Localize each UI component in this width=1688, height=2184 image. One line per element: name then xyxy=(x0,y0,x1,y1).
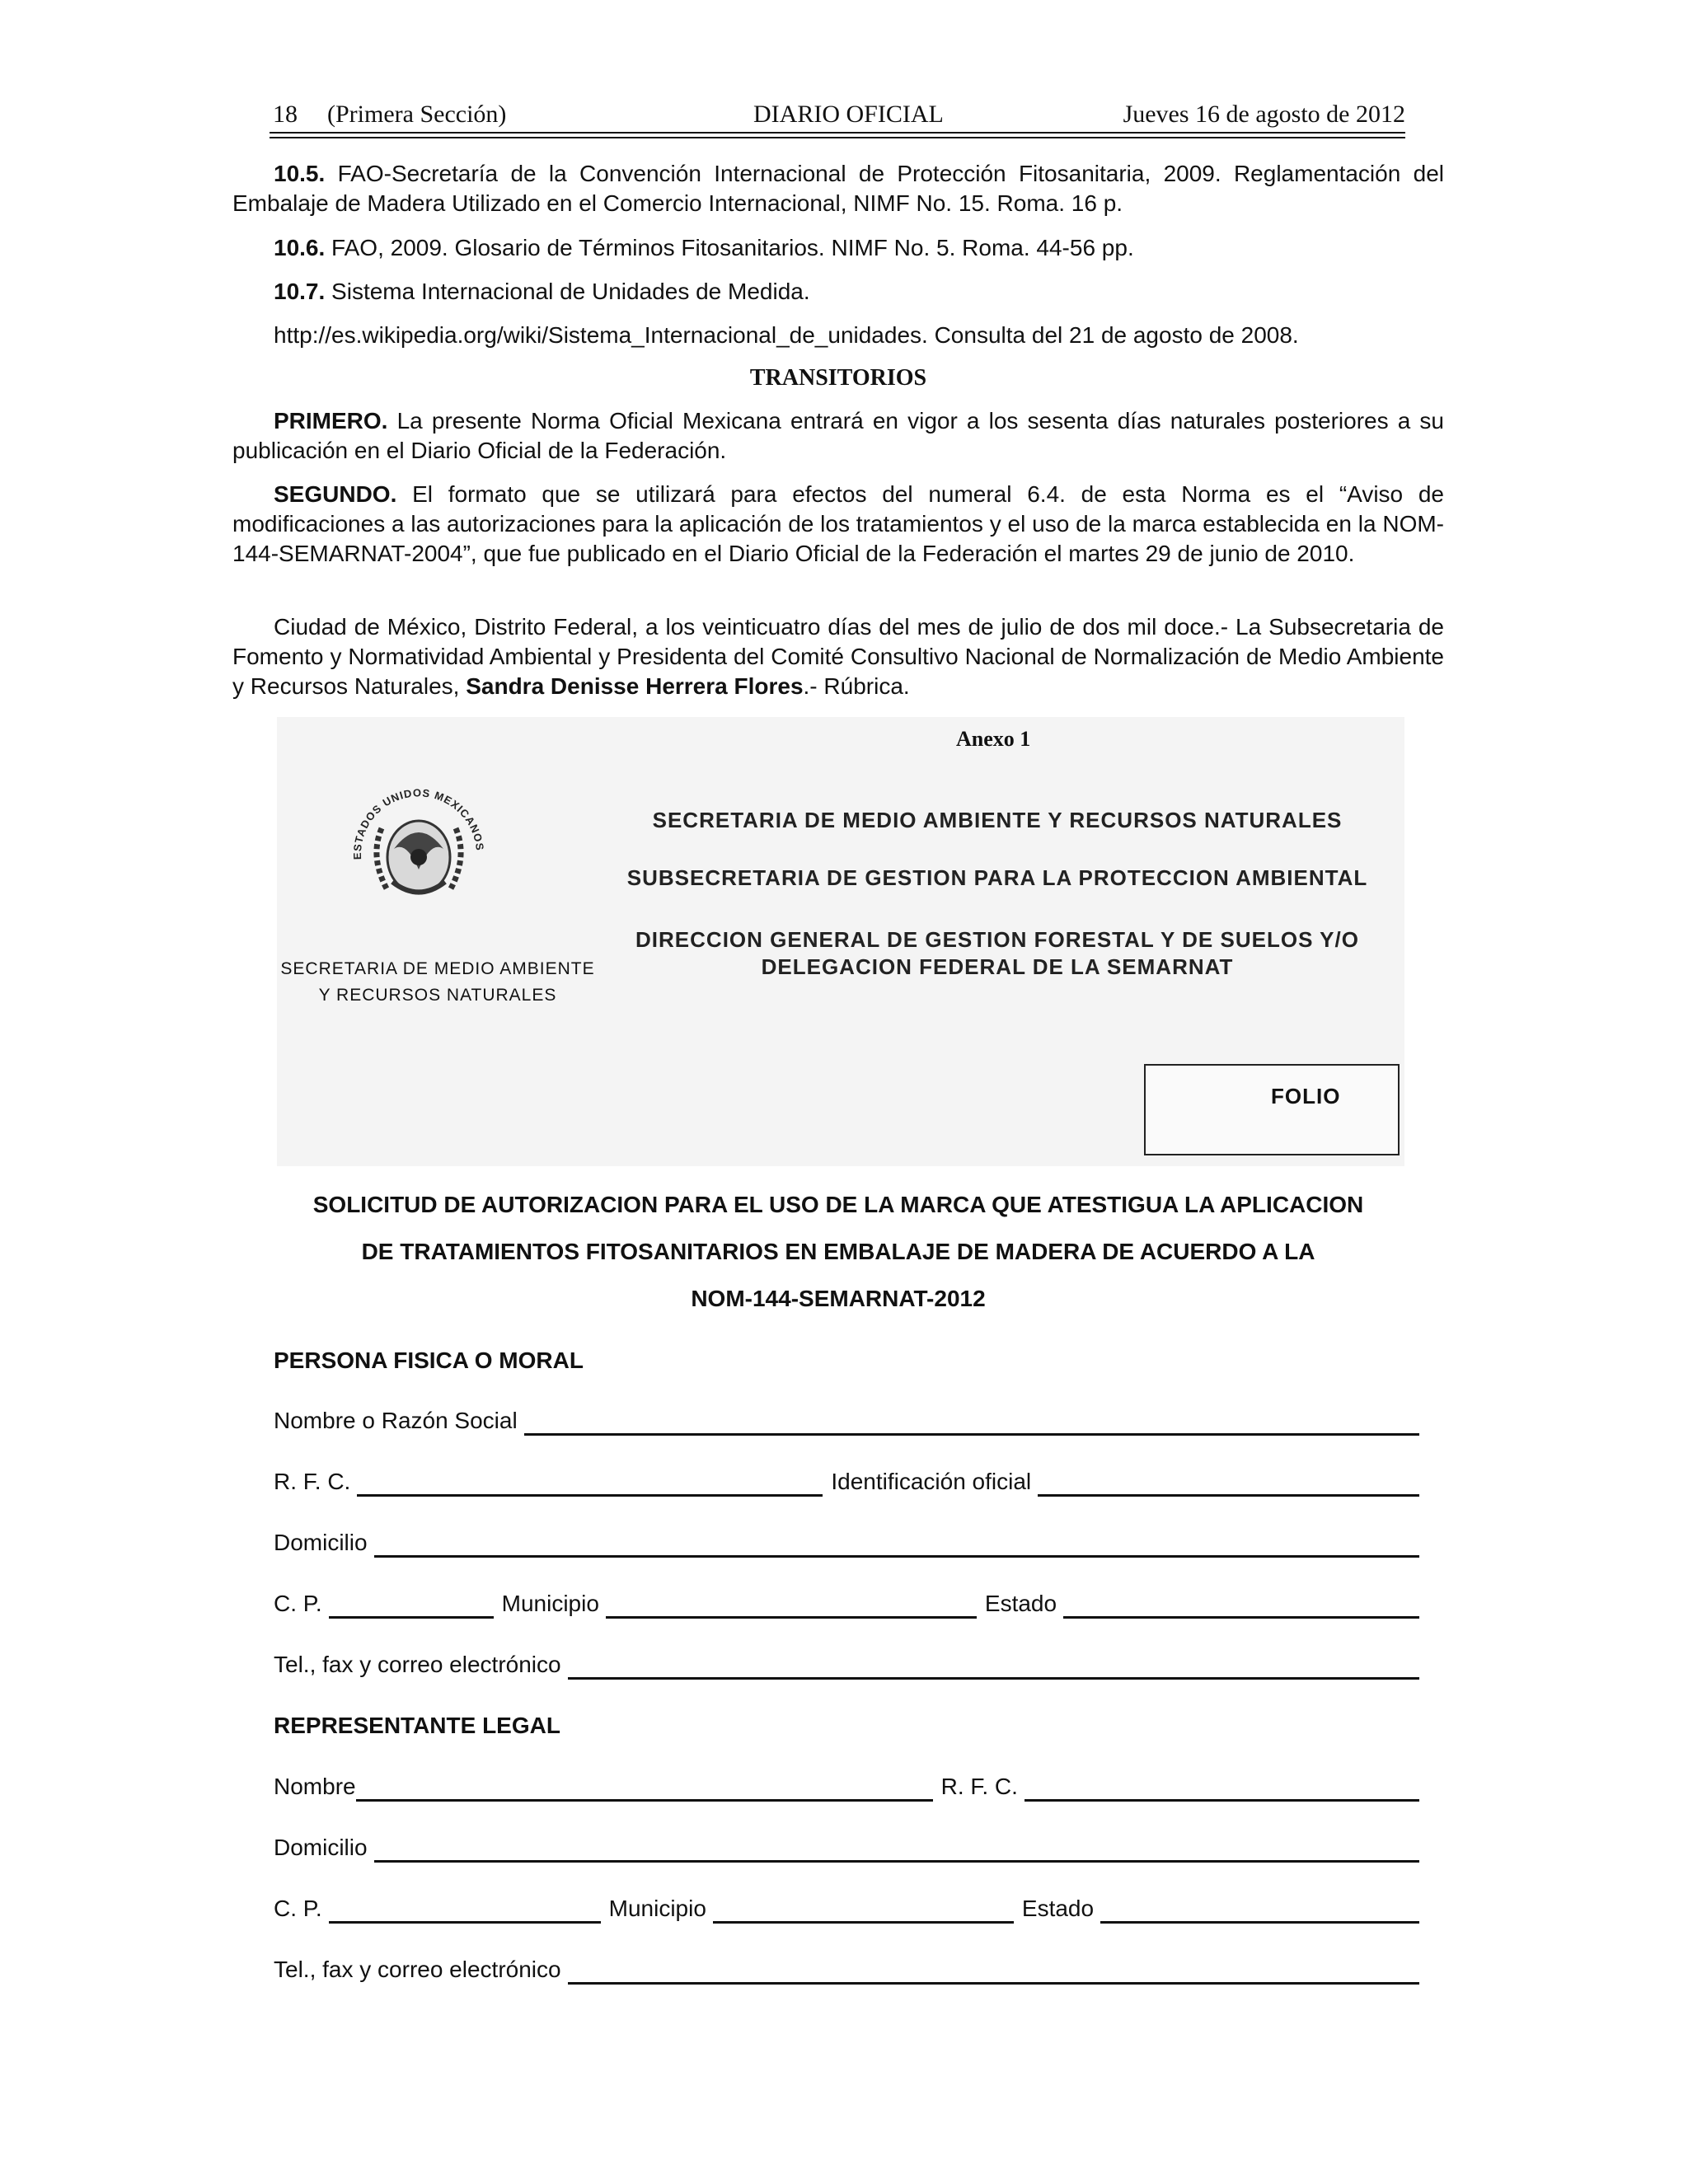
folio-label: FOLIO xyxy=(1271,1084,1341,1108)
form-title-line: SOLICITUD DE AUTORIZACION PARA EL USO DE LA MARCA QUE ATESTIGUA LA APLICACION xyxy=(312,1192,1364,1217)
closing-suffix: .- Rúbrica. xyxy=(803,673,910,699)
field-label: R. F. C. xyxy=(940,1774,1018,1799)
rep-name-field[interactable] xyxy=(356,1774,933,1802)
rep-estado-field[interactable] xyxy=(1100,1896,1419,1924)
field-label: Estado xyxy=(1021,1896,1095,1921)
person-address-row xyxy=(274,1525,1419,1558)
publication-name: DIARIO OFICIAL xyxy=(753,101,944,128)
closing-paragraph xyxy=(232,612,1444,701)
rep-location-row xyxy=(274,1891,1419,1924)
person-contact-field[interactable] xyxy=(568,1652,1419,1680)
reference-number: 10.5. xyxy=(274,161,326,186)
person-rfc-field[interactable] xyxy=(357,1469,823,1497)
direccion-name: DIRECCION GENERAL DE GESTION FORESTAL Y DE SUELOS Y/O xyxy=(635,927,1359,952)
rep-municipio-field[interactable] xyxy=(713,1896,1014,1924)
transitorio-segundo xyxy=(232,480,1444,569)
reference-url-text: http://es.wikipedia.org/wiki/Sistema_Internacional_de_unidades. Consulta del 21 de agosto de 2008. xyxy=(274,322,1299,348)
page-number: 18 xyxy=(273,101,298,128)
reference-number: 10.7. xyxy=(274,279,326,304)
person-estado-field[interactable] xyxy=(1063,1591,1419,1619)
field-label: Municipio xyxy=(501,1591,599,1616)
folio-box xyxy=(1144,1064,1400,1155)
field-label: Tel., fax y correo electrónico xyxy=(274,1652,561,1677)
seal-caption xyxy=(277,956,598,1009)
delegacion-name: DELEGACION FEDERAL DE LA SEMARNAT xyxy=(761,954,1234,979)
field-label: Domicilio xyxy=(274,1530,368,1555)
reference-text: FAO-Secretaría de la Convención Internacional de Protección Fitosanitaria, 2009. Reglamentación del Embalaje de Madera Utilizado en el Comercio Internacional, NIMF No. 15. Roma. 16 p. xyxy=(232,161,1444,216)
seal-caption-line: Y RECURSOS NATURALES xyxy=(318,986,557,1005)
form-title-line: DE TRATAMIENTOS FITOSANITARIOS EN EMBALAJE DE MADERA DE ACUERDO A LA xyxy=(361,1239,1315,1264)
issue-date: Jueves 16 de agosto de 2012 xyxy=(1123,101,1405,128)
rep-contact-row xyxy=(274,1952,1419,1985)
transitorios-title: TRANSITORIOS xyxy=(749,365,927,391)
field-label: Domicilio xyxy=(274,1835,368,1860)
transitorio-primero xyxy=(232,406,1444,466)
seal-caption-line: SECRETARIA DE MEDIO AMBIENTE xyxy=(280,959,595,978)
rep-cp-field[interactable] xyxy=(329,1896,601,1924)
person-location-row xyxy=(274,1586,1419,1619)
field-label: Estado xyxy=(984,1591,1057,1616)
reference-url xyxy=(232,321,1444,350)
persona-section-heading: PERSONA FISICA O MORAL xyxy=(274,1347,584,1373)
person-contact-row xyxy=(274,1647,1419,1680)
rep-rfc-field[interactable] xyxy=(1025,1774,1419,1802)
agency-name: SECRETARIA DE MEDIO AMBIENTE Y RECURSOS NATURALES xyxy=(652,808,1343,832)
reference-text: Sistema Internacional de Unidades de Medida. xyxy=(325,279,810,304)
field-label: R. F. C. xyxy=(274,1469,351,1494)
header-rule xyxy=(270,137,1405,138)
field-label: Municipio xyxy=(608,1896,706,1921)
field-label: Tel., fax y correo electrónico xyxy=(274,1957,561,1982)
person-id-field[interactable] xyxy=(1038,1469,1419,1497)
segundo-text: El formato que se utilizará para efectos del numeral 6.4. de esta Norma es el “Aviso de modificaciones a las autorizaciones para la aplicación de los tratamientos y el uso de la marca establecida en la NOM-144-SEMARNAT-2004”, que fue publicado en el Diario Oficial de la Federación el martes 29 de junio de 2010. xyxy=(232,481,1444,566)
person-name-row xyxy=(274,1403,1419,1436)
field-label: Identificación oficial xyxy=(831,1469,1032,1494)
reference-text: FAO, 2009. Glosario de Términos Fitosanitarios. NIMF No. 5. Roma. 44-56 pp. xyxy=(325,235,1134,260)
section-label: (Primera Sección) xyxy=(327,101,507,128)
reference-10-5 xyxy=(232,159,1444,218)
field-label: C. P. xyxy=(274,1896,322,1921)
form-title-line: NOM-144-SEMARNAT-2012 xyxy=(691,1286,986,1311)
rep-name-row xyxy=(274,1769,1419,1802)
subsecretaria-name: SUBSECRETARIA DE GESTION PARA LA PROTECCION AMBIENTAL xyxy=(626,865,1368,890)
signer-name: Sandra Denisse Herrera Flores xyxy=(466,673,804,699)
primero-label: PRIMERO. xyxy=(274,408,388,434)
person-address-field[interactable] xyxy=(374,1530,1419,1558)
reference-10-6 xyxy=(232,233,1444,263)
person-rfc-row xyxy=(274,1464,1419,1497)
seal-text: ESTADOS UNIDOS MEXICANOS xyxy=(350,786,486,860)
person-cp-field[interactable] xyxy=(329,1591,494,1619)
header-rule xyxy=(270,132,1405,134)
rep-contact-field[interactable] xyxy=(568,1957,1419,1985)
field-label: C. P. xyxy=(274,1591,322,1616)
field-label: Nombre o Razón Social xyxy=(274,1408,518,1433)
person-name-field[interactable] xyxy=(524,1408,1419,1436)
closing-text: Ciudad de México, Distrito Federal, a los veinticuatro días del mes de julio de dos mil doce.- La Subsecretaria de Fomento y Normatividad Ambiental y Presidenta del Comité Consultivo Nacional de Normalización de Medio Ambiente y Recursos Naturales, xyxy=(232,614,1444,699)
rep-address-row xyxy=(274,1830,1419,1863)
primero-text: La presente Norma Oficial Mexicana entrará en vigor a los sesenta días naturales posteriores a su publicación en el Diario Oficial de la Federación. xyxy=(232,408,1444,463)
reference-10-7 xyxy=(232,277,1444,307)
rep-address-field[interactable] xyxy=(374,1835,1419,1863)
representante-section-heading: REPRESENTANTE LEGAL xyxy=(274,1713,560,1738)
segundo-label: SEGUNDO. xyxy=(274,481,397,507)
person-municipio-field[interactable] xyxy=(606,1591,977,1619)
reference-number: 10.6. xyxy=(274,235,326,260)
field-label: Nombre xyxy=(274,1774,356,1799)
mexican-coat-of-arms-seal xyxy=(345,771,493,931)
annex-title: Anexo 1 xyxy=(956,727,1031,751)
running-header xyxy=(270,97,1405,130)
